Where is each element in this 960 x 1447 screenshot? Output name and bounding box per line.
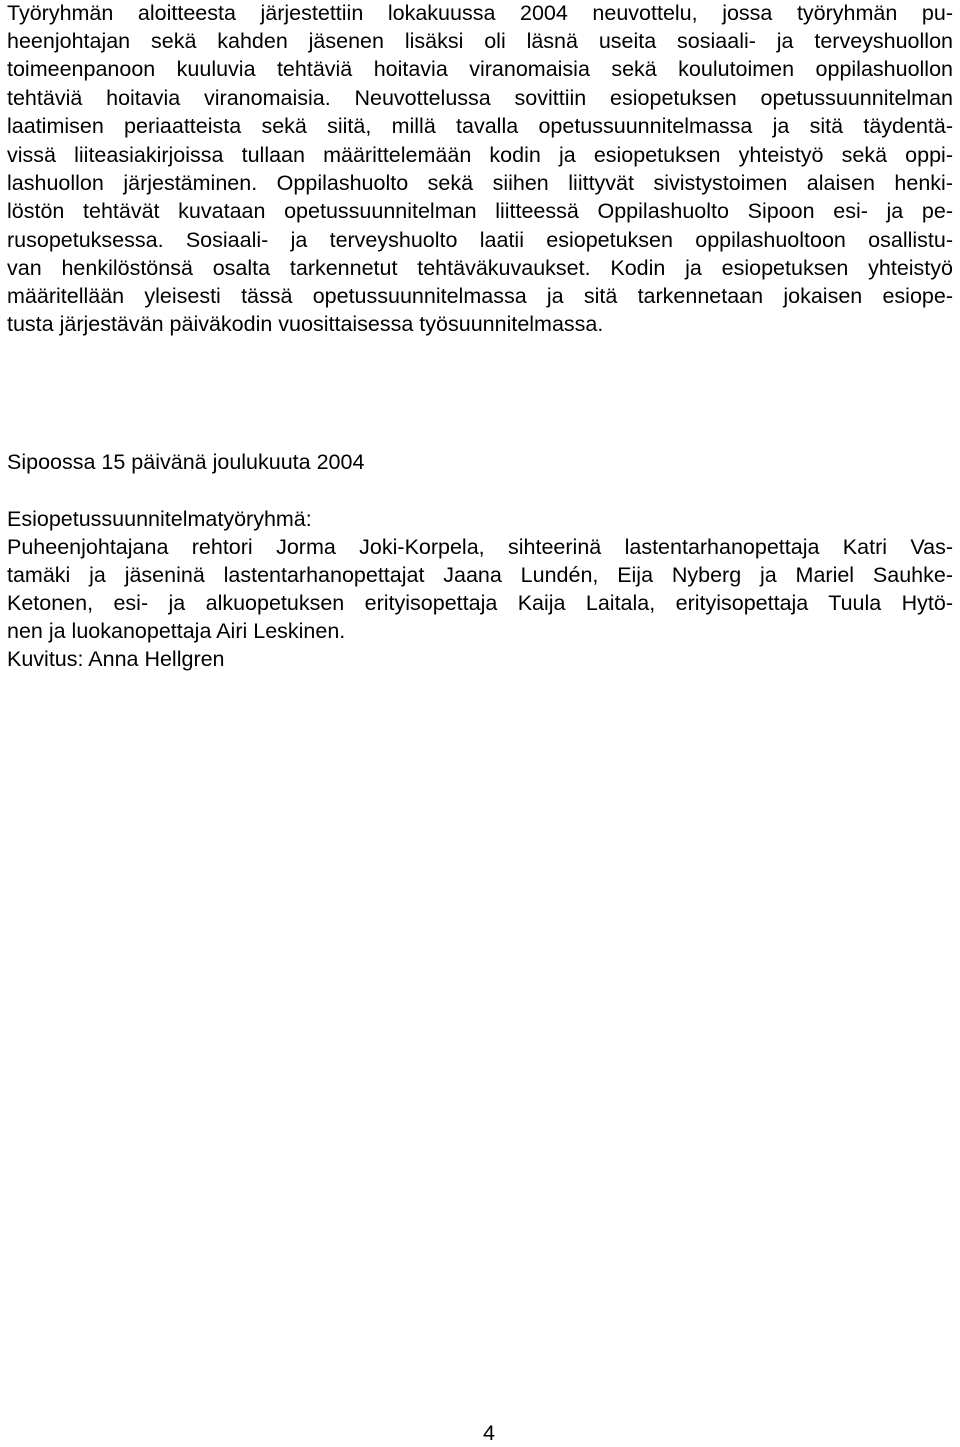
- paragraph-line: heenjohtajan sekä kahden jäsenen lisäksi oli läsnä useita sosiaali- ja terveyshuollon: [7, 29, 953, 53]
- paragraph-line: määritellään yleisesti tässä opetussuunnitelmassa ja sitä tarkennetaan jokaisen esiope-: [7, 284, 953, 308]
- paragraph-line: löstön tehtävät kuvataan opetussuunnitelman liitteessä Oppilashuolto Sipoon esi- ja pe-: [7, 199, 953, 223]
- paragraph-line: laatimisen periaatteista sekä siitä, millä tavalla opetussuunnitelmassa ja sitä täydentä-: [7, 114, 953, 138]
- paragraph-line: tusta järjestävän päiväkodin vuosittaisessa työsuunnitelmassa.: [7, 312, 604, 336]
- date-line: Sipoossa 15 päivänä joulukuuta 2004: [7, 450, 365, 474]
- group-heading: Esiopetussuunnitelmatyöryhmä:: [7, 507, 312, 531]
- paragraph-line: rusopetuksessa. Sosiaali- ja terveyshuolto laatii esiopetuksen oppilashuoltoon osallistu-: [7, 228, 953, 252]
- page-number: 4: [483, 1421, 495, 1445]
- illustration-credit: Kuvitus: Anna Hellgren: [7, 647, 225, 671]
- members-line: tamäki ja jäseninä lastentarhanopettajat Jaana Lundén, Eija Nyberg ja Mariel Sauhke-: [7, 563, 953, 587]
- paragraph-line: tehtäviä hoitavia viranomaisia. Neuvottelussa sovittiin esiopetuksen opetussuunnitelman: [7, 86, 953, 110]
- members-line: Ketonen, esi- ja alkuopetuksen erityisopettaja Kaija Laitala, erityisopettaja Tuula Hytö-: [7, 591, 953, 615]
- paragraph-line: van henkilöstönsä osalta tarkennetut tehtäväkuvaukset. Kodin ja esiopetuksen yhteistyö: [7, 256, 953, 280]
- members-line: Puheenjohtajana rehtori Jorma Joki-Korpela, sihteerinä lastentarhanopettaja Katri Vas-: [7, 535, 953, 559]
- paragraph-line: lashuollon järjestäminen. Oppilashuolto sekä siihen liittyvät sivistystoimen alaisen henki-: [7, 171, 953, 195]
- paragraph-line: toimeenpanoon kuuluvia tehtäviä hoitavia viranomaisia sekä koulutoimen oppilashuollon: [7, 57, 953, 81]
- paragraph-line: Työryhmän aloitteesta järjestettiin lokakuussa 2004 neuvottelu, jossa työryhmän pu-: [7, 1, 953, 25]
- members-line: nen ja luokanopettaja Airi Leskinen.: [7, 619, 346, 643]
- paragraph-line: vissä liiteasiakirjoissa tullaan määrittelemään kodin ja esiopetuksen yhteistyö sekä oppi-: [7, 143, 953, 167]
